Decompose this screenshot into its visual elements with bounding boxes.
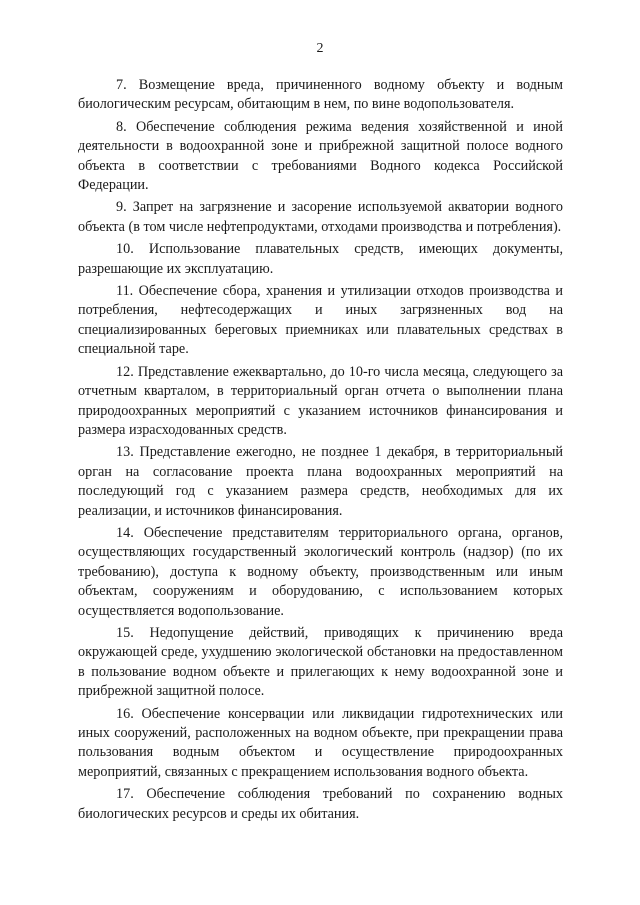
paragraph-12: 12. Представление ежеквартально, до 10-го числа месяца, следующего за отчетным кварталом, в территориальный орган отчета о выполнении плана природоохранных мероприятий с указанием источников финансирования и размера израсходованных средств. [78,363,563,438]
paragraph-17: 17. Обеспечение соблюдения требований по сохранению водных биологических ресурсов и среды их обитания. [78,786,563,822]
document-body [78,76,563,827]
paragraph-11: 11. Обеспечение сбора, хранения и утилизации отходов производства и потребления, нефтесодержащих и иных загрязненных вод на специализированных береговых приемниках или плавательных средствах в специальной таре. [78,283,563,358]
paragraph-10: 10. Использование плавательных средств, имеющих документы, разрешающие их эксплуатацию. [78,241,563,277]
paragraph-8: 8. Обеспечение соблюдения режима ведения хозяйственной и иной деятельности в водоохранной зоне и прибрежной защитной полосе водного объекта в соответствии с требованиями Водного кодекса Российской Федерации. [78,118,563,194]
paragraph-14: 14. Обеспечение представителям территориального органа, органов, осуществляющих государственный экологический контроль (надзор) (по их требованию), доступа к водному объекту, производственным или иным объектам, сооружениям и оборудованию, с использованием которых осуществляется водопользование. [78,524,563,619]
paragraph-15: 15. Недопущение действий, приводящих к причинению вреда окружающей среде, ухудшению экологической обстановки на предоставленном в пользование водном объекте и прилегающих к нему водоохранной зоне и прибрежной защитной полосе. [78,624,563,700]
paragraph-9: 9. Запрет на загрязнение и засорение используемой акватории водного объекта (в том числе нефтепродуктами, отходами производства и потребления). [78,199,563,235]
page-number: 2 [316,41,324,56]
paragraph-16: 16. Обеспечение консервации или ликвидации гидротехнических или иных сооружений, расположенных на водном объекте, при прекращении права пользования водным объектом и осуществление природоохранных мероприятий, связанных с прекращением использования водного объекта. [78,705,563,780]
paragraph-7: 7. Возмещение вреда, причиненного водному объекту и водным биологическим ресурсам, обитающим в нем, по вине водопользователя. [78,77,563,113]
paragraph-13: 13. Представление ежегодно, не позднее 1 декабря, в территориальный орган на согласование проекта плана водоохранных мероприятий на последующий год с указанием размера средств, необходимых для их реализации, и источников финансирования. [78,444,563,519]
